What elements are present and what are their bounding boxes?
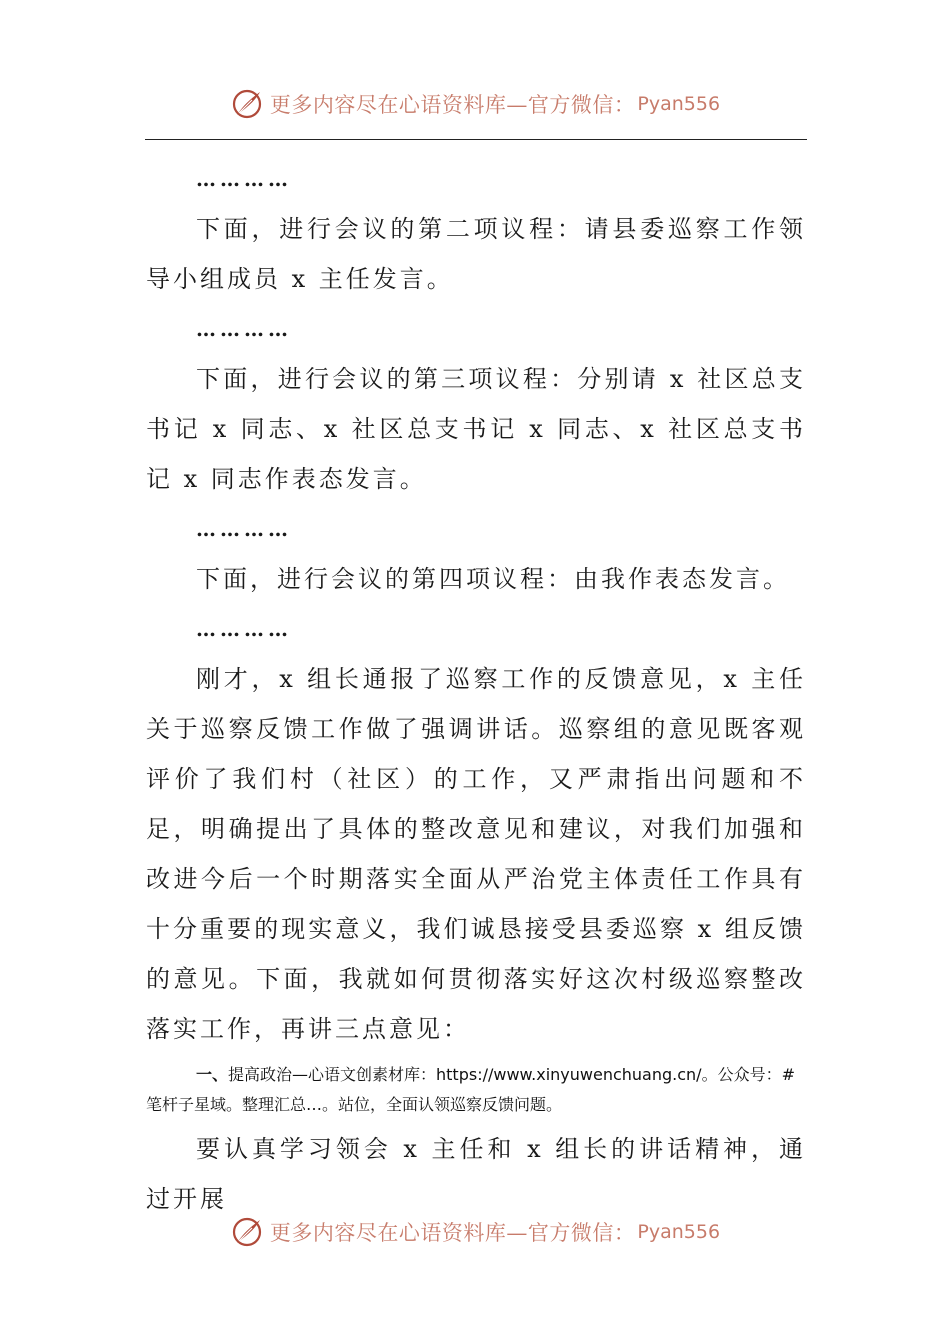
- page-header-watermark: [0, 84, 950, 124]
- header-brand-text: 更多内容尽在心语资料库—官方微信：: [269, 93, 636, 117]
- paragraph-agenda-4: 下面，进行会议的第四项议程：由我作表态发言。: [196, 565, 790, 593]
- footer-wechat-id: Pyan556: [637, 1221, 721, 1243]
- document-body: [146, 154, 806, 1224]
- paragraph-summary: 刚才，x 组长通报了巡察工作的反馈意见，x 主任关于巡察反馈工作做了强调讲话。巡察组的意见既客观评价了我们村（社区）的工作，又严肃指出问题和不足，明确提出了具体的整改意见和建议，对我们加强和改进今后一个时期落实全面从严治党主体责任工作具有十分重要的现实意义，我们诚恳接受县委巡察 x 组反馈的意见。下面，我就如何贯彻落实好这次村级巡察整改落实工作，再讲三点意见：: [146, 665, 806, 1043]
- paragraph-section-1-body: 要认真学习领会 x 主任和 x 组长的讲话精神，通过开展: [146, 1135, 806, 1213]
- paragraph-agenda-2: 下面，进行会议的第二项议程：请县委巡察工作领导小组成员 x 主任发言。: [146, 215, 806, 293]
- page-footer-watermark: [0, 1212, 950, 1252]
- section-heading-1: [146, 1060, 806, 1120]
- ellipsis-separator: …………: [196, 167, 292, 191]
- footer-brand-text: 更多内容尽在心语资料库—官方微信：: [269, 1221, 636, 1245]
- quill-pen-logo-icon: [230, 1215, 264, 1249]
- header-divider: [145, 139, 807, 140]
- ellipsis-separator: …………: [196, 517, 292, 541]
- header-wechat-id: Pyan556: [637, 93, 721, 115]
- quill-pen-logo-icon: [230, 87, 264, 121]
- section-number: 一、: [196, 1065, 229, 1084]
- ellipsis-separator: …………: [196, 317, 292, 341]
- section-heading-text: 提高政治—心语文创素材库：https://www.xinyuwenchuang.cn/。公众号：#笔杆子星域。整理汇总…。站位，全面认领巡察反馈问题。: [146, 1065, 795, 1114]
- paragraph-agenda-3: 下面，进行会议的第三项议程：分别请 x 社区总支书记 x 同志、x 社区总支书记 x 同志、x 社区总支书记 x 同志作表态发言。: [146, 365, 806, 493]
- ellipsis-separator: …………: [196, 617, 292, 641]
